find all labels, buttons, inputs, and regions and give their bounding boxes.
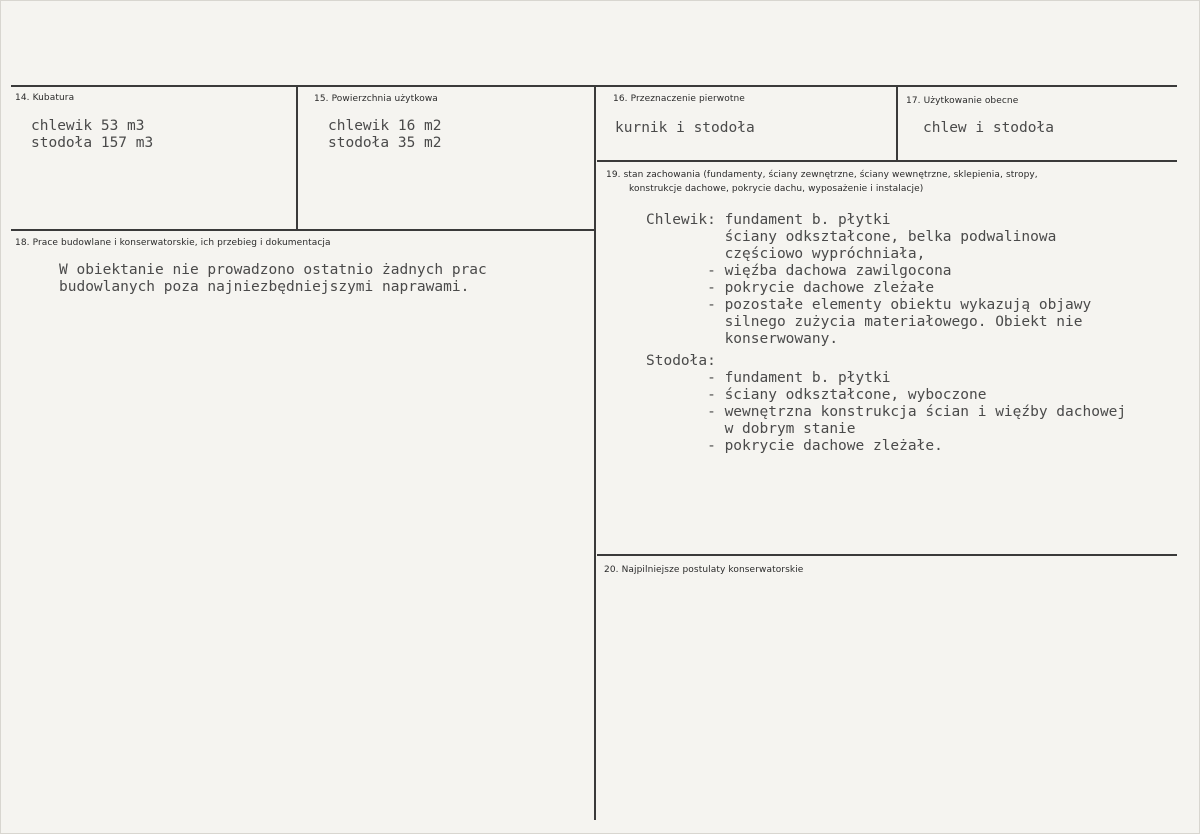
field-15-label: 15. Powierzchnia użytkowa	[314, 94, 438, 104]
field-19-line-10: - fundament b. płytki	[646, 370, 891, 386]
field-14-line-1: chlewik 53 m3	[31, 118, 145, 134]
rule-right-row1	[597, 160, 1177, 162]
field-16-value: kurnik i stodoła	[615, 120, 755, 136]
field-19-line-11: - ściany odkształcone, wyboczone	[646, 387, 987, 403]
field-15-line-2: stodoła 35 m2	[328, 135, 442, 151]
field-19-line-12: - wewnętrzna konstrukcja ścian i więźby dachowej	[646, 404, 1127, 420]
field-19-line-2: ściany odkształcone, belka podwalinowa	[646, 229, 1057, 245]
field-19-label-line-2: konstrukcje dachowe, pokrycie dachu, wyposażenie i instalacje)	[629, 184, 924, 194]
center-divider	[594, 87, 596, 820]
field-19-line-13: w dobrym stanie	[646, 421, 856, 437]
field-20-label: 20. Najpilniejsze postulaty konserwatorskie	[604, 565, 804, 575]
field-19-line-4: - więźba dachowa zawilgocona	[646, 263, 952, 279]
field-19-line-5: - pokrycie dachowe zleżałe	[646, 280, 935, 296]
field-19-line-6: - pozostałe elementy obiektu wykazują objawy	[646, 297, 1092, 313]
field-17-value: chlew i stodoła	[923, 120, 1054, 136]
field-18-line-2: budowlanych poza najniezbędniejszymi naprawami.	[59, 279, 470, 295]
field-19-line-1: Chlewik: fundament b. płytki	[646, 212, 891, 228]
rule-left-row1	[11, 229, 595, 231]
field-17-label: 17. Użytkowanie obecne	[906, 96, 1019, 106]
field-19-line-7: silnego zużycia materiałowego. Obiekt nie	[646, 314, 1083, 330]
field-15-line-1: chlewik 16 m2	[328, 118, 442, 134]
field-18-label: 18. Prace budowlane i konserwatorskie, ich przebieg i dokumentacja	[15, 238, 331, 248]
field-19-line-8: konserwowany.	[646, 331, 839, 347]
field-19-line-3: częściowo wypróchniała,	[646, 246, 926, 262]
field-14-line-2: stodoła 157 m3	[31, 135, 154, 151]
rule-right-row2	[597, 554, 1177, 556]
field-16-label: 16. Przeznaczenie pierwotne	[613, 94, 745, 104]
field-19-line-9: Stodoła:	[646, 353, 716, 369]
field-18-line-1: W obiektanie nie prowadzono ostatnio żadnych prac	[59, 262, 487, 278]
divider-16-17	[896, 87, 898, 161]
field-19-line-14: - pokrycie dachowe zleżałe.	[646, 438, 943, 454]
field-14-label: 14. Kubatura	[15, 93, 75, 103]
field-19-label-line-1: 19. stan zachowania (fundamenty, ściany zewnętrzne, ściany wewnętrzne, sklepienia, stropy,	[606, 170, 1038, 180]
divider-14-15	[296, 87, 298, 230]
